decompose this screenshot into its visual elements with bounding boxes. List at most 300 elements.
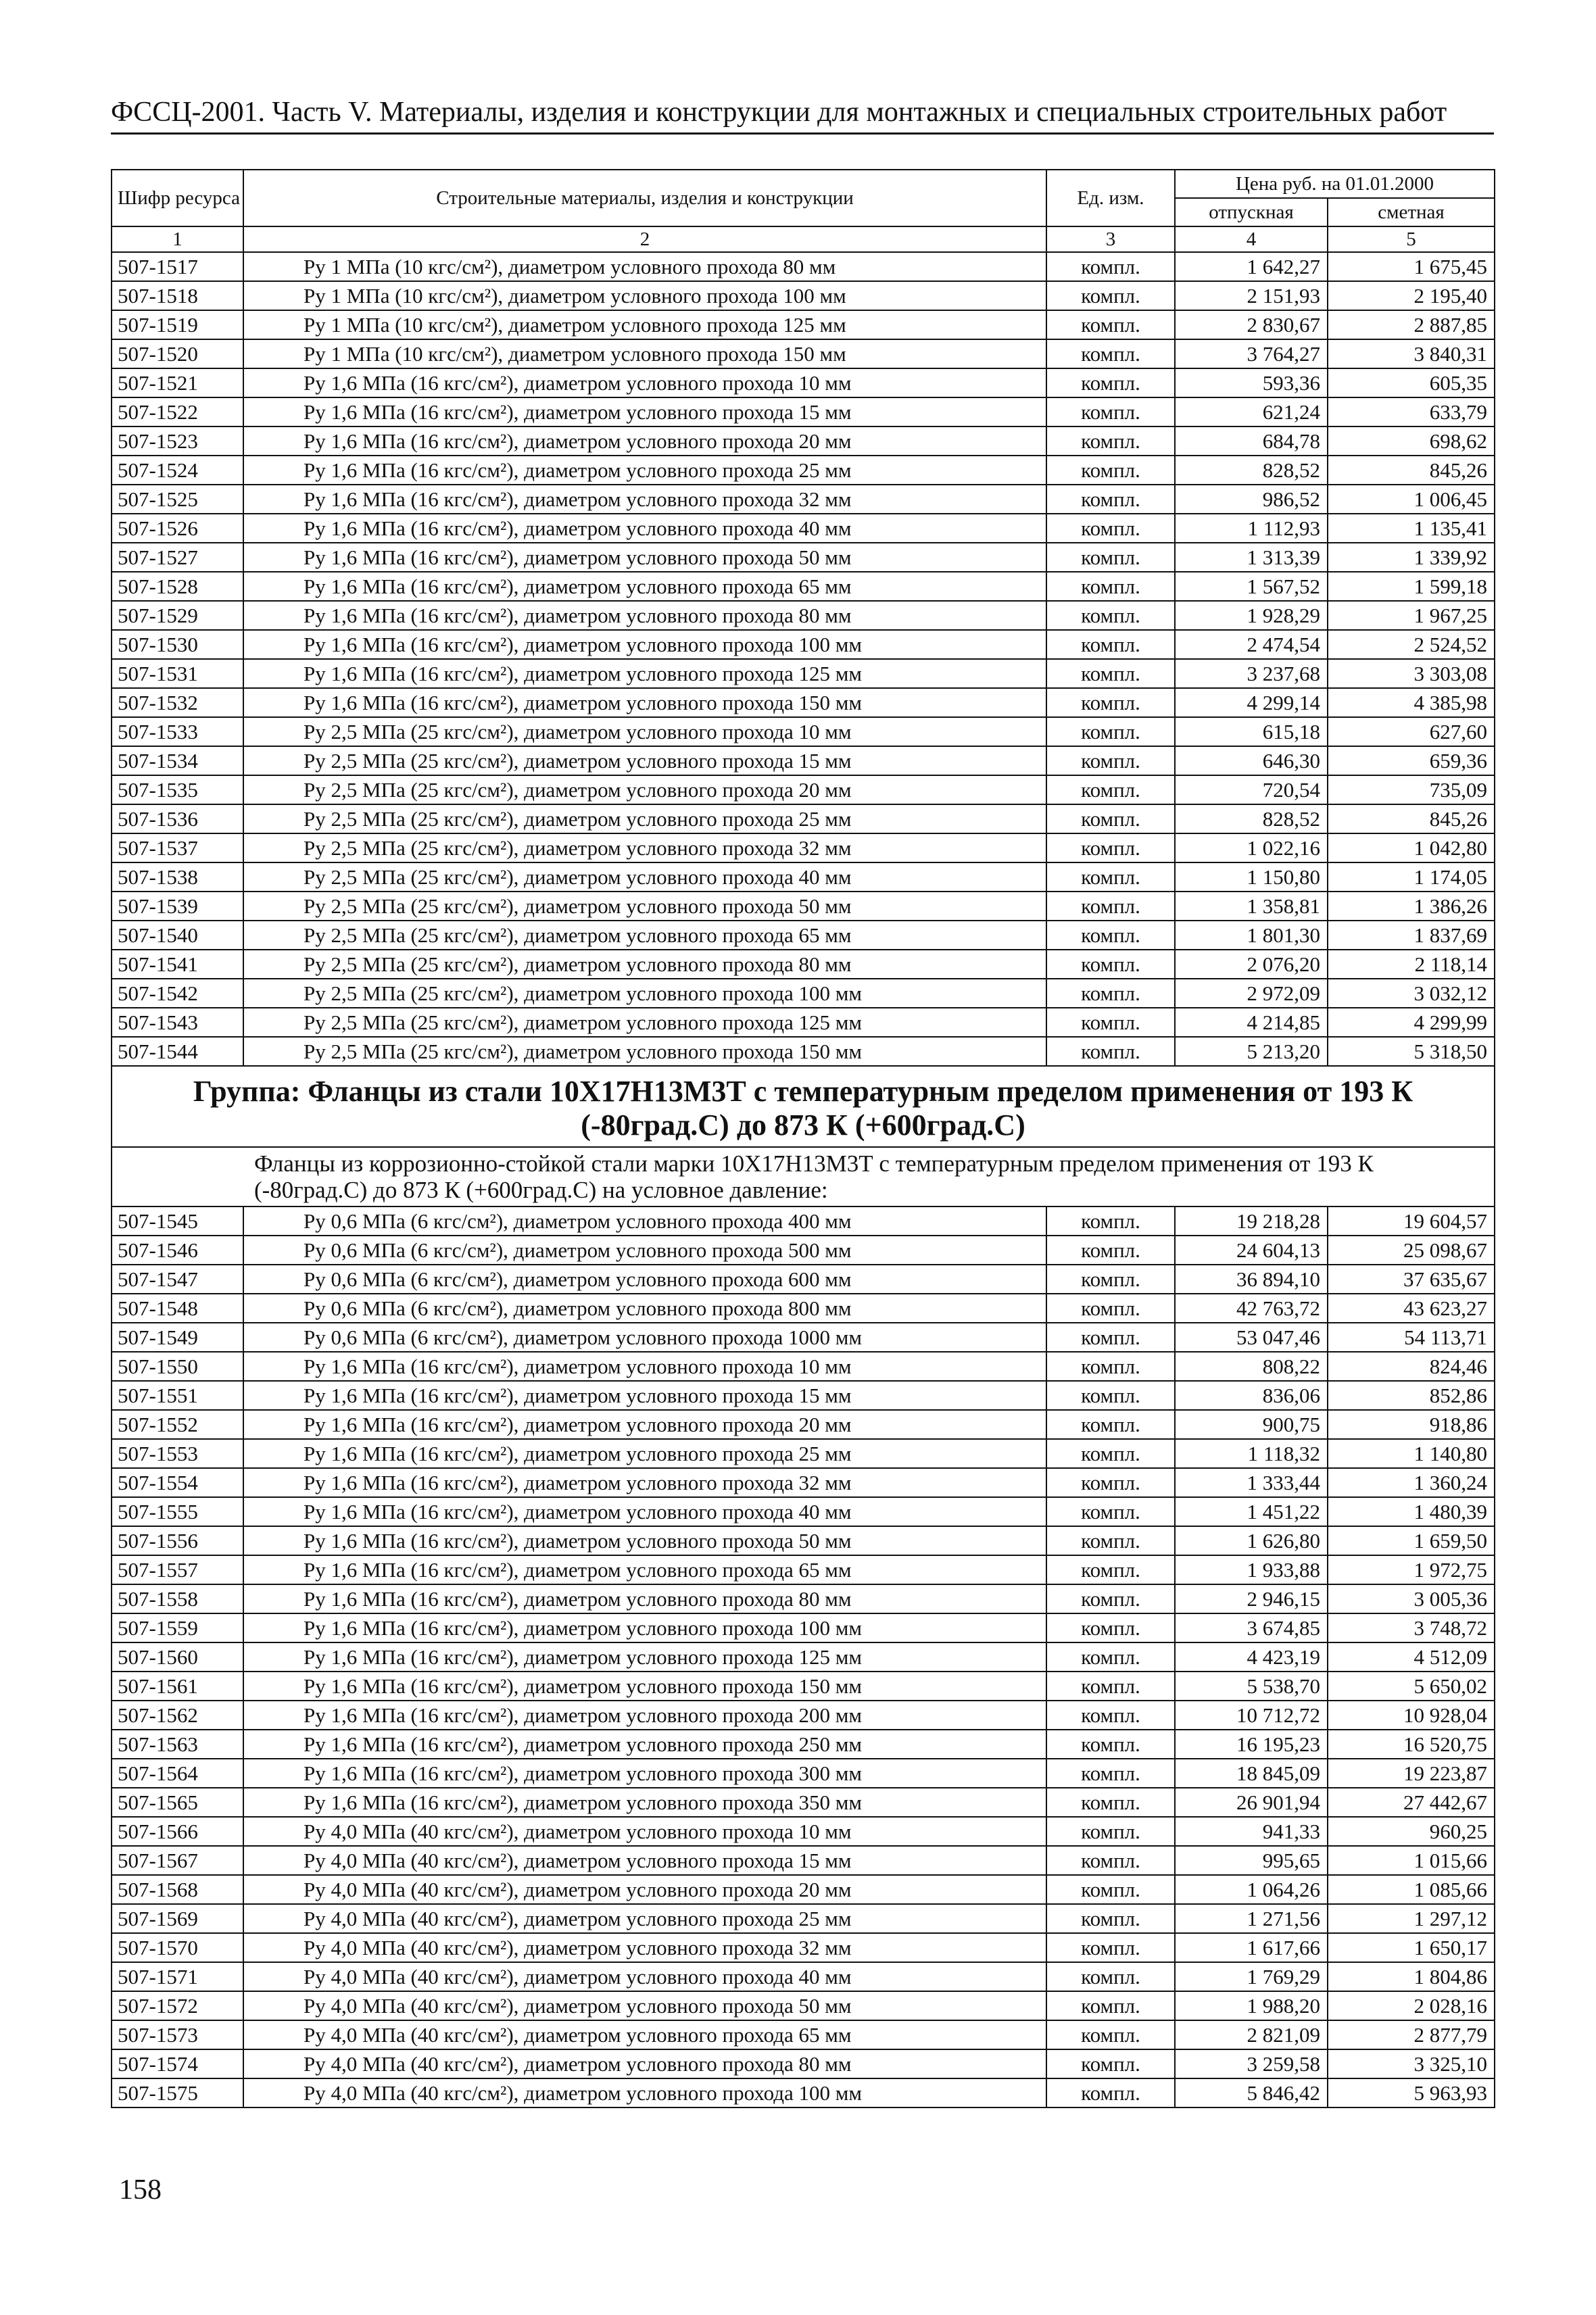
unit-of-measure: компл. xyxy=(1046,1037,1175,1066)
unit-of-measure: компл. xyxy=(1046,456,1175,485)
unit-of-measure: компл. xyxy=(1046,1759,1175,1788)
group-section xyxy=(112,1066,1495,1207)
unit-of-measure: компл. xyxy=(1046,1497,1175,1526)
table-row xyxy=(112,1468,1495,1497)
table-row xyxy=(112,485,1495,514)
table-row xyxy=(112,1381,1495,1410)
release-price: 1 358,81 xyxy=(1175,892,1328,921)
release-price: 53 047,46 xyxy=(1175,1323,1328,1352)
resource-code: 507-1561 xyxy=(112,1672,243,1701)
resource-code: 507-1563 xyxy=(112,1730,243,1759)
unit-of-measure: компл. xyxy=(1046,804,1175,833)
release-price: 19 218,28 xyxy=(1175,1207,1328,1236)
release-price: 4 214,85 xyxy=(1175,1008,1328,1037)
column-numbers-row xyxy=(112,226,1495,252)
estimate-price: 3 005,36 xyxy=(1328,1584,1495,1613)
release-price: 1 451,22 xyxy=(1175,1497,1328,1526)
unit-of-measure: компл. xyxy=(1046,572,1175,601)
table-row xyxy=(112,1037,1495,1066)
item-description: Ру 1,6 МПа (16 кгс/см²), диаметром условного прохода 32 мм xyxy=(243,1468,1046,1497)
resource-code: 507-1557 xyxy=(112,1555,243,1584)
table-row xyxy=(112,1526,1495,1555)
unit-of-measure: компл. xyxy=(1046,775,1175,804)
unit-of-measure: компл. xyxy=(1046,717,1175,746)
item-description: Ру 1,6 МПа (16 кгс/см²), диаметром условного прохода 150 мм xyxy=(243,1672,1046,1701)
resource-code: 507-1547 xyxy=(112,1265,243,1294)
resource-code: 507-1519 xyxy=(112,310,243,339)
item-description: Ру 1,6 МПа (16 кгс/см²), диаметром условного прохода 40 мм xyxy=(243,514,1046,543)
header-code: Шифр ресурса xyxy=(112,170,243,226)
table-row xyxy=(112,601,1495,630)
resource-code: 507-1546 xyxy=(112,1236,243,1265)
item-description: Ру 1,6 МПа (16 кгс/см²), диаметром условного прохода 15 мм xyxy=(243,397,1046,427)
estimate-price: 1 042,80 xyxy=(1328,833,1495,862)
item-description: Ру 1,6 МПа (16 кгс/см²), диаметром условного прохода 100 мм xyxy=(243,1613,1046,1642)
item-description: Ру 1,6 МПа (16 кгс/см²), диаметром условного прохода 50 мм xyxy=(243,1526,1046,1555)
item-description: Ру 1,6 МПа (16 кгс/см²), диаметром условного прохода 80 мм xyxy=(243,601,1046,630)
unit-of-measure: компл. xyxy=(1046,659,1175,688)
release-price: 1 271,56 xyxy=(1175,1904,1328,1933)
estimate-price: 1 804,86 xyxy=(1328,1962,1495,1991)
item-description: Ру 2,5 МПа (25 кгс/см²), диаметром условного прохода 150 мм xyxy=(243,1037,1046,1066)
unit-of-measure: компл. xyxy=(1046,1008,1175,1037)
unit-of-measure: компл. xyxy=(1046,2020,1175,2049)
table-row xyxy=(112,1788,1495,1817)
release-price: 615,18 xyxy=(1175,717,1328,746)
item-description: Ру 2,5 МПа (25 кгс/см²), диаметром условного прохода 40 мм xyxy=(243,862,1046,892)
item-description: Ру 4,0 МПа (40 кгс/см²), диаметром условного прохода 25 мм xyxy=(243,1904,1046,1933)
estimate-price: 3 303,08 xyxy=(1328,659,1495,688)
release-price: 828,52 xyxy=(1175,456,1328,485)
item-description: Ру 2,5 МПа (25 кгс/см²), диаметром условного прохода 15 мм xyxy=(243,746,1046,775)
release-price: 5 538,70 xyxy=(1175,1672,1328,1701)
resource-code: 507-1558 xyxy=(112,1584,243,1613)
table-row xyxy=(112,514,1495,543)
item-description: Ру 1,6 МПа (16 кгс/см²), диаметром условного прохода 10 мм xyxy=(243,368,1046,397)
unit-of-measure: компл. xyxy=(1046,1323,1175,1352)
unit-of-measure: компл. xyxy=(1046,1788,1175,1817)
release-price: 720,54 xyxy=(1175,775,1328,804)
resource-code: 507-1568 xyxy=(112,1875,243,1904)
estimate-price: 1 480,39 xyxy=(1328,1497,1495,1526)
resource-code: 507-1560 xyxy=(112,1642,243,1672)
item-description: Ру 1,6 МПа (16 кгс/см²), диаметром условного прохода 20 мм xyxy=(243,427,1046,456)
column-number: 3 xyxy=(1046,226,1175,252)
table-row xyxy=(112,804,1495,833)
item-description: Ру 1,6 МПа (16 кгс/см²), диаметром условного прохода 25 мм xyxy=(243,1439,1046,1468)
release-price: 4 299,14 xyxy=(1175,688,1328,717)
release-price: 1 933,88 xyxy=(1175,1555,1328,1584)
item-description: Ру 1,6 МПа (16 кгс/см²), диаметром условного прохода 40 мм xyxy=(243,1497,1046,1526)
release-price: 5 846,42 xyxy=(1175,2078,1328,2107)
estimate-price: 5 650,02 xyxy=(1328,1672,1495,1701)
item-description: Ру 1 МПа (10 кгс/см²), диаметром условного прохода 80 мм xyxy=(243,252,1046,281)
resource-code: 507-1555 xyxy=(112,1497,243,1526)
release-price: 3 674,85 xyxy=(1175,1613,1328,1642)
resource-code: 507-1573 xyxy=(112,2020,243,2049)
release-price: 684,78 xyxy=(1175,427,1328,456)
unit-of-measure: компл. xyxy=(1046,339,1175,368)
estimate-price: 5 963,93 xyxy=(1328,2078,1495,2107)
page-header: ФССЦ-2001. Часть V. Материалы, изделия и конструкции для монтажных и специальных строительных работ xyxy=(111,95,1494,135)
estimate-price: 2 195,40 xyxy=(1328,281,1495,310)
estimate-price: 3 032,12 xyxy=(1328,979,1495,1008)
group-title: Группа: Фланцы из стали 10Х17Н13М3Т с температурным пределом применения от 193 К (-80град.С) до 873 К (+600град.С) xyxy=(112,1066,1495,1147)
table-row xyxy=(112,1294,1495,1323)
estimate-price: 19 604,57 xyxy=(1328,1207,1495,1236)
estimate-price: 3 840,31 xyxy=(1328,339,1495,368)
estimate-price: 2 524,52 xyxy=(1328,630,1495,659)
release-price: 593,36 xyxy=(1175,368,1328,397)
unit-of-measure: компл. xyxy=(1046,1555,1175,1584)
release-price: 1 617,66 xyxy=(1175,1933,1328,1962)
release-price: 941,33 xyxy=(1175,1817,1328,1846)
resource-code: 507-1549 xyxy=(112,1323,243,1352)
resource-code: 507-1545 xyxy=(112,1207,243,1236)
release-price: 1 333,44 xyxy=(1175,1468,1328,1497)
page-number: 158 xyxy=(119,2174,162,2206)
estimate-price: 824,46 xyxy=(1328,1352,1495,1381)
unit-of-measure: компл. xyxy=(1046,1236,1175,1265)
estimate-price: 1 972,75 xyxy=(1328,1555,1495,1584)
resource-code: 507-1534 xyxy=(112,746,243,775)
release-price: 1 801,30 xyxy=(1175,921,1328,950)
resource-code: 507-1565 xyxy=(112,1788,243,1817)
resource-code: 507-1550 xyxy=(112,1352,243,1381)
item-description: Ру 1,6 МПа (16 кгс/см²), диаметром условного прохода 25 мм xyxy=(243,456,1046,485)
release-price: 646,30 xyxy=(1175,746,1328,775)
release-price: 3 764,27 xyxy=(1175,339,1328,368)
table-row xyxy=(112,2020,1495,2049)
unit-of-measure: компл. xyxy=(1046,1904,1175,1933)
release-price: 1 064,26 xyxy=(1175,1875,1328,1904)
item-description: Ру 0,6 МПа (6 кгс/см²), диаметром условного прохода 400 мм xyxy=(243,1207,1046,1236)
estimate-price: 698,62 xyxy=(1328,427,1495,456)
estimate-price: 1 135,41 xyxy=(1328,514,1495,543)
table-row xyxy=(112,543,1495,572)
resource-code: 507-1518 xyxy=(112,281,243,310)
release-price: 36 894,10 xyxy=(1175,1265,1328,1294)
item-description: Ру 2,5 МПа (25 кгс/см²), диаметром условного прохода 10 мм xyxy=(243,717,1046,746)
release-price: 828,52 xyxy=(1175,804,1328,833)
resource-code: 507-1537 xyxy=(112,833,243,862)
resource-code: 507-1531 xyxy=(112,659,243,688)
release-price: 4 423,19 xyxy=(1175,1642,1328,1672)
table-row xyxy=(112,979,1495,1008)
estimate-price: 1 140,80 xyxy=(1328,1439,1495,1468)
release-price: 42 763,72 xyxy=(1175,1294,1328,1323)
item-description: Ру 4,0 МПа (40 кгс/см²), диаметром условного прохода 10 мм xyxy=(243,1817,1046,1846)
unit-of-measure: компл. xyxy=(1046,1933,1175,1962)
release-price: 900,75 xyxy=(1175,1410,1328,1439)
header-estimate: сметная xyxy=(1328,198,1495,226)
estimate-price: 1 599,18 xyxy=(1328,572,1495,601)
estimate-price: 2 028,16 xyxy=(1328,1991,1495,2020)
release-price: 2 474,54 xyxy=(1175,630,1328,659)
estimate-price: 1 015,66 xyxy=(1328,1846,1495,1875)
unit-of-measure: компл. xyxy=(1046,630,1175,659)
estimate-price: 1 085,66 xyxy=(1328,1875,1495,1904)
table-row xyxy=(112,1555,1495,1584)
unit-of-measure: компл. xyxy=(1046,892,1175,921)
table-row xyxy=(112,1759,1495,1788)
item-description: Ру 4,0 МПа (40 кгс/см²), диаметром условного прохода 100 мм xyxy=(243,2078,1046,2107)
estimate-price: 605,35 xyxy=(1328,368,1495,397)
item-description: Ру 2,5 МПа (25 кгс/см²), диаметром условного прохода 32 мм xyxy=(243,833,1046,862)
estimate-price: 10 928,04 xyxy=(1328,1701,1495,1730)
item-description: Ру 1,6 МПа (16 кгс/см²), диаметром условного прохода 65 мм xyxy=(243,1555,1046,1584)
release-price: 2 830,67 xyxy=(1175,310,1328,339)
group-description: Фланцы из коррозионно-стойкой стали марки 10Х17Н13М3Т с температурным пределом применения от 193 К (-80град.С) до 873 К (+600град.С) на условное давление: xyxy=(112,1147,1495,1207)
unit-of-measure: компл. xyxy=(1046,514,1175,543)
estimate-price: 1 650,17 xyxy=(1328,1933,1495,1962)
unit-of-measure: компл. xyxy=(1046,543,1175,572)
estimate-price: 3 325,10 xyxy=(1328,2049,1495,2078)
table-row xyxy=(112,833,1495,862)
table-row xyxy=(112,252,1495,281)
item-description: Ру 2,5 МПа (25 кгс/см²), диаметром условного прохода 50 мм xyxy=(243,892,1046,921)
resource-code: 507-1541 xyxy=(112,950,243,979)
table-row xyxy=(112,1008,1495,1037)
table-row xyxy=(112,659,1495,688)
item-description: Ру 2,5 МПа (25 кгс/см²), диаметром условного прохода 65 мм xyxy=(243,921,1046,950)
estimate-price: 1 386,26 xyxy=(1328,892,1495,921)
release-price: 18 845,09 xyxy=(1175,1759,1328,1788)
estimate-price: 1 360,24 xyxy=(1328,1468,1495,1497)
resource-code: 507-1533 xyxy=(112,717,243,746)
table-row xyxy=(112,892,1495,921)
resource-code: 507-1572 xyxy=(112,1991,243,2020)
item-description: Ру 1,6 МПа (16 кгс/см²), диаметром условного прохода 80 мм xyxy=(243,1584,1046,1613)
resource-code: 507-1539 xyxy=(112,892,243,921)
release-price: 995,65 xyxy=(1175,1846,1328,1875)
item-description: Ру 1,6 МПа (16 кгс/см²), диаметром условного прохода 200 мм xyxy=(243,1701,1046,1730)
resource-code: 507-1532 xyxy=(112,688,243,717)
unit-of-measure: компл. xyxy=(1046,1642,1175,1672)
estimate-price: 1 006,45 xyxy=(1328,485,1495,514)
release-price: 1 022,16 xyxy=(1175,833,1328,862)
estimate-price: 1 837,69 xyxy=(1328,921,1495,950)
item-description: Ру 1 МПа (10 кгс/см²), диаметром условного прохода 150 мм xyxy=(243,339,1046,368)
resource-code: 507-1567 xyxy=(112,1846,243,1875)
unit-of-measure: компл. xyxy=(1046,252,1175,281)
item-description: Ру 4,0 МПа (40 кгс/см²), диаметром условного прохода 32 мм xyxy=(243,1933,1046,1962)
table-row xyxy=(112,717,1495,746)
table-row xyxy=(112,746,1495,775)
release-price: 986,52 xyxy=(1175,485,1328,514)
release-price: 2 946,15 xyxy=(1175,1584,1328,1613)
estimate-price: 16 520,75 xyxy=(1328,1730,1495,1759)
resource-code: 507-1575 xyxy=(112,2078,243,2107)
release-price: 1 313,39 xyxy=(1175,543,1328,572)
unit-of-measure: компл. xyxy=(1046,1468,1175,1497)
resource-code: 507-1527 xyxy=(112,543,243,572)
resource-code: 507-1523 xyxy=(112,427,243,456)
release-price: 2 972,09 xyxy=(1175,979,1328,1008)
resource-code: 507-1538 xyxy=(112,862,243,892)
estimate-price: 1 174,05 xyxy=(1328,862,1495,892)
estimate-price: 659,36 xyxy=(1328,746,1495,775)
table-row xyxy=(112,1439,1495,1468)
unit-of-measure: компл. xyxy=(1046,746,1175,775)
item-description: Ру 2,5 МПа (25 кгс/см²), диаметром условного прохода 80 мм xyxy=(243,950,1046,979)
resource-code: 507-1569 xyxy=(112,1904,243,1933)
item-description: Ру 1,6 МПа (16 кгс/см²), диаметром условного прохода 100 мм xyxy=(243,630,1046,659)
resource-code: 507-1529 xyxy=(112,601,243,630)
table-row xyxy=(112,339,1495,368)
unit-of-measure: компл. xyxy=(1046,1265,1175,1294)
resource-code: 507-1524 xyxy=(112,456,243,485)
release-price: 1 988,20 xyxy=(1175,1991,1328,2020)
table-row xyxy=(112,2049,1495,2078)
estimate-price: 2 877,79 xyxy=(1328,2020,1495,2049)
unit-of-measure: компл. xyxy=(1046,688,1175,717)
unit-of-measure: компл. xyxy=(1046,397,1175,427)
resource-code: 507-1521 xyxy=(112,368,243,397)
estimate-price: 2 887,85 xyxy=(1328,310,1495,339)
estimate-price: 1 675,45 xyxy=(1328,252,1495,281)
column-number: 1 xyxy=(112,226,243,252)
estimate-price: 43 623,27 xyxy=(1328,1294,1495,1323)
release-price: 1 112,93 xyxy=(1175,514,1328,543)
unit-of-measure: компл. xyxy=(1046,862,1175,892)
item-description: Ру 0,6 МПа (6 кгс/см²), диаметром условного прохода 500 мм xyxy=(243,1236,1046,1265)
item-description: Ру 2,5 МПа (25 кгс/см²), диаметром условного прохода 20 мм xyxy=(243,775,1046,804)
resource-code: 507-1517 xyxy=(112,252,243,281)
unit-of-measure: компл. xyxy=(1046,1207,1175,1236)
table-row xyxy=(112,775,1495,804)
item-description: Ру 1 МПа (10 кгс/см²), диаметром условного прохода 100 мм xyxy=(243,281,1046,310)
table-row xyxy=(112,688,1495,717)
table-row xyxy=(112,1846,1495,1875)
release-price: 1 769,29 xyxy=(1175,1962,1328,1991)
unit-of-measure: компл. xyxy=(1046,1701,1175,1730)
unit-of-measure: компл. xyxy=(1046,1613,1175,1642)
unit-of-measure: компл. xyxy=(1046,1672,1175,1701)
unit-of-measure: компл. xyxy=(1046,1875,1175,1904)
resource-code: 507-1566 xyxy=(112,1817,243,1846)
table-row xyxy=(112,1991,1495,2020)
item-description: Ру 1,6 МПа (16 кгс/см²), диаметром условного прохода 20 мм xyxy=(243,1410,1046,1439)
resource-code: 507-1526 xyxy=(112,514,243,543)
table-row xyxy=(112,1323,1495,1352)
item-description: Ру 1,6 МПа (16 кгс/см²), диаметром условного прохода 150 мм xyxy=(243,688,1046,717)
release-price: 2 151,93 xyxy=(1175,281,1328,310)
column-number: 5 xyxy=(1328,226,1495,252)
table-row xyxy=(112,1265,1495,1294)
unit-of-measure: компл. xyxy=(1046,1584,1175,1613)
item-description: Ру 2,5 МПа (25 кгс/см²), диаметром условного прохода 125 мм xyxy=(243,1008,1046,1037)
table-row xyxy=(112,281,1495,310)
release-price: 26 901,94 xyxy=(1175,1788,1328,1817)
item-description: Ру 1,6 МПа (16 кгс/см²), диаметром условного прохода 10 мм xyxy=(243,1352,1046,1381)
estimate-price: 845,26 xyxy=(1328,804,1495,833)
estimate-price: 960,25 xyxy=(1328,1817,1495,1846)
unit-of-measure: компл. xyxy=(1046,1526,1175,1555)
release-price: 1 626,80 xyxy=(1175,1526,1328,1555)
unit-of-measure: компл. xyxy=(1046,1439,1175,1468)
table-row xyxy=(112,1497,1495,1526)
estimate-price: 4 299,99 xyxy=(1328,1008,1495,1037)
unit-of-measure: компл. xyxy=(1046,281,1175,310)
unit-of-measure: компл. xyxy=(1046,1410,1175,1439)
resource-code: 507-1535 xyxy=(112,775,243,804)
item-description: Ру 1,6 МПа (16 кгс/см²), диаметром условного прохода 300 мм xyxy=(243,1759,1046,1788)
release-price: 24 604,13 xyxy=(1175,1236,1328,1265)
table-row xyxy=(112,1236,1495,1265)
resource-code: 507-1525 xyxy=(112,485,243,514)
resource-code: 507-1559 xyxy=(112,1613,243,1642)
resource-code: 507-1553 xyxy=(112,1439,243,1468)
release-price: 1 567,52 xyxy=(1175,572,1328,601)
item-description: Ру 4,0 МПа (40 кгс/см²), диаметром условного прохода 50 мм xyxy=(243,1991,1046,2020)
estimate-price: 735,09 xyxy=(1328,775,1495,804)
release-price: 3 237,68 xyxy=(1175,659,1328,688)
estimate-price: 845,26 xyxy=(1328,456,1495,485)
item-description: Ру 0,6 МПа (6 кгс/см²), диаметром условного прохода 600 мм xyxy=(243,1265,1046,1294)
estimate-price: 4 512,09 xyxy=(1328,1642,1495,1672)
item-description: Ру 4,0 МПа (40 кгс/см²), диаметром условного прохода 80 мм xyxy=(243,2049,1046,2078)
unit-of-measure: компл. xyxy=(1046,833,1175,862)
unit-of-measure: компл. xyxy=(1046,601,1175,630)
resource-code: 507-1554 xyxy=(112,1468,243,1497)
table-row xyxy=(112,1933,1495,1962)
resource-code: 507-1564 xyxy=(112,1759,243,1788)
item-description: Ру 1,6 МПа (16 кгс/см²), диаметром условного прохода 250 мм xyxy=(243,1730,1046,1759)
unit-of-measure: компл. xyxy=(1046,2049,1175,2078)
release-price: 836,06 xyxy=(1175,1381,1328,1410)
item-description: Ру 1,6 МПа (16 кгс/см²), диаметром условного прохода 65 мм xyxy=(243,572,1046,601)
resource-code: 507-1562 xyxy=(112,1701,243,1730)
unit-of-measure: компл. xyxy=(1046,1294,1175,1323)
table-row xyxy=(112,1962,1495,1991)
table-row xyxy=(112,1730,1495,1759)
item-description: Ру 1,6 МПа (16 кгс/см²), диаметром условного прохода 125 мм xyxy=(243,659,1046,688)
resource-code: 507-1530 xyxy=(112,630,243,659)
item-description: Ру 1,6 МПа (16 кгс/см²), диаметром условного прохода 350 мм xyxy=(243,1788,1046,1817)
resource-code: 507-1548 xyxy=(112,1294,243,1323)
estimate-price: 25 098,67 xyxy=(1328,1236,1495,1265)
unit-of-measure: компл. xyxy=(1046,2078,1175,2107)
item-description: Ру 4,0 МПа (40 кгс/см²), диаметром условного прохода 40 мм xyxy=(243,1962,1046,1991)
release-price: 1 118,32 xyxy=(1175,1439,1328,1468)
estimate-price: 5 318,50 xyxy=(1328,1037,1495,1066)
table-row xyxy=(112,1352,1495,1381)
release-price: 1 150,80 xyxy=(1175,862,1328,892)
resource-code: 507-1552 xyxy=(112,1410,243,1439)
release-price: 16 195,23 xyxy=(1175,1730,1328,1759)
resource-code: 507-1556 xyxy=(112,1526,243,1555)
release-price: 808,22 xyxy=(1175,1352,1328,1381)
unit-of-measure: компл. xyxy=(1046,427,1175,456)
release-price: 3 259,58 xyxy=(1175,2049,1328,2078)
table-row xyxy=(112,630,1495,659)
item-description: Ру 0,6 МПа (6 кгс/см²), диаметром условного прохода 800 мм xyxy=(243,1294,1046,1323)
rows-before xyxy=(112,252,1495,1066)
unit-of-measure: компл. xyxy=(1046,1846,1175,1875)
table-row xyxy=(112,862,1495,892)
resource-code: 507-1520 xyxy=(112,339,243,368)
unit-of-measure: компл. xyxy=(1046,979,1175,1008)
unit-of-measure: компл. xyxy=(1046,1352,1175,1381)
table-row xyxy=(112,1904,1495,1933)
item-description: Ру 0,6 МПа (6 кгс/см²), диаметром условного прохода 1000 мм xyxy=(243,1323,1046,1352)
column-number: 4 xyxy=(1175,226,1328,252)
item-description: Ру 4,0 МПа (40 кгс/см²), диаметром условного прохода 65 мм xyxy=(243,2020,1046,2049)
release-price: 1 642,27 xyxy=(1175,252,1328,281)
table-row xyxy=(112,950,1495,979)
estimate-price: 19 223,87 xyxy=(1328,1759,1495,1788)
